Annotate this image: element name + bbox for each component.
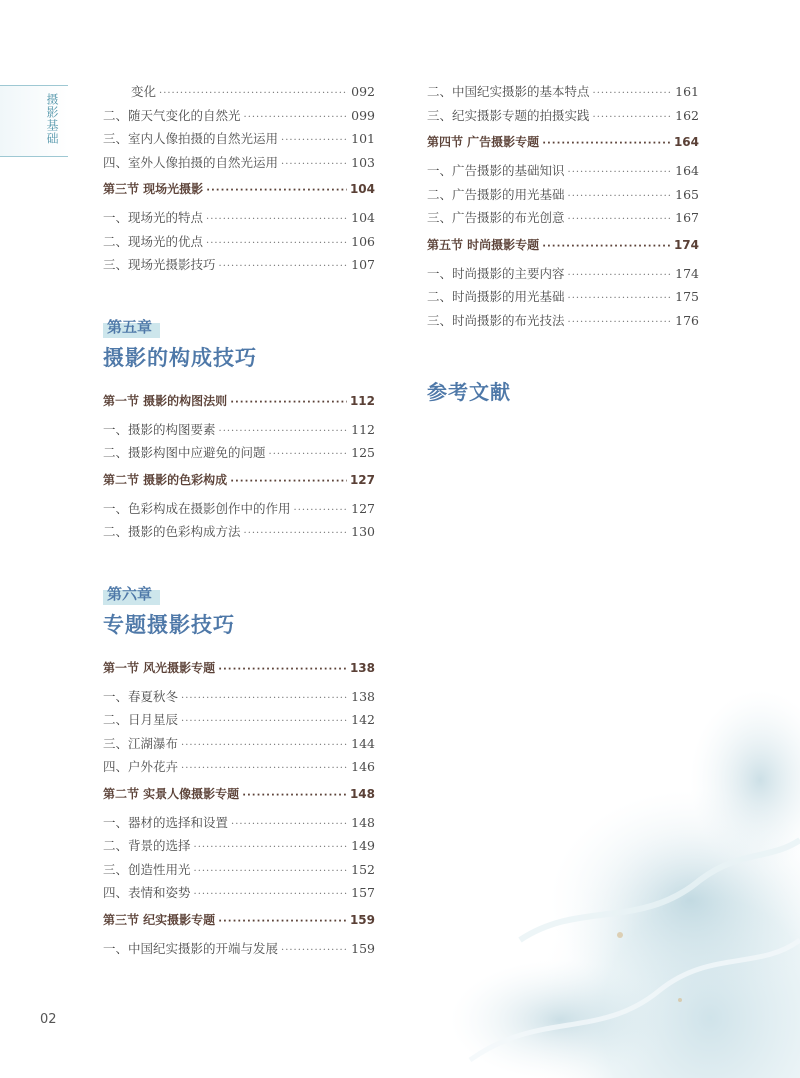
toc-right-column [427,82,699,405]
toc-section-heading[interactable]: 第一节 风光摄影专题 ····· 138 [103,659,375,681]
references-heading[interactable]: 参考文献 [427,380,511,404]
toc-section-heading[interactable]: 第二节 实景人像摄影专题 ····· 148 [103,785,375,807]
toc-entry[interactable]: 一、中国纪实摄影的开端与发展 ····· 159 [103,939,375,963]
toc-entry[interactable]: 变化 ····· 092 [103,82,375,106]
toc-section-heading[interactable]: 第三节 纪实摄影专题 ····· 159 [103,911,375,933]
toc-section-heading[interactable]: 第二节 摄影的色彩构成 ····· 127 [103,471,375,493]
toc-left-column [103,82,375,962]
toc-entry[interactable]: 四、户外花卉 ····· 146 [103,757,375,781]
toc-entry[interactable]: 一、时尚摄影的主要内容 ····· 174 [427,264,699,288]
toc-entry[interactable]: 二、中国纪实摄影的基本特点 ····· 161 [427,82,699,106]
toc-entry[interactable]: 二、现场光的优点 ····· 106 [103,232,375,256]
toc-entry[interactable]: 三、室内人像拍摄的自然光运用 ····· 101 [103,129,375,153]
toc-entry[interactable]: 二、日月星辰 ····· 142 [103,710,375,734]
toc-entry[interactable]: 二、摄影构图中应避免的问题 ····· 125 [103,443,375,467]
chapter-title[interactable]: 专题摄影技巧 [103,612,235,637]
toc-entry[interactable]: 一、摄影的构图要素 ····· 112 [103,420,375,444]
toc-entry[interactable]: 二、广告摄影的用光基础 ····· 165 [427,185,699,209]
page-number: 02 [40,1012,57,1027]
toc-section-heading[interactable]: 第五节 时尚摄影专题 ····· 174 [427,236,699,258]
toc-entry[interactable]: 一、广告摄影的基础知识 ····· 164 [427,161,699,185]
toc-entry[interactable]: 四、室外人像拍摄的自然光运用 ····· 103 [103,153,375,177]
chapter-label: 第六章 [103,582,160,605]
toc-section-heading[interactable]: 第三节 现场光摄影 ····· 104 [103,180,375,202]
toc-section-heading[interactable]: 第一节 摄影的构图法则 ····· 112 [103,392,375,414]
toc-entry[interactable]: 一、色彩构成在摄影创作中的作用 ····· 127 [103,499,375,523]
chapter-5-heading [103,315,375,372]
chapter-title[interactable]: 摄影的构成技巧 [103,345,257,370]
toc-entry[interactable]: 三、纪实摄影专题的拍摄实践 ····· 162 [427,106,699,130]
toc-entry[interactable]: 二、背景的选择 ····· 149 [103,836,375,860]
toc-entry[interactable]: 二、摄影的色彩构成方法 ····· 130 [103,522,375,546]
toc-section-heading[interactable]: 第四节 广告摄影专题 ····· 164 [427,133,699,155]
chapter-label: 第五章 [103,315,160,338]
toc-entry[interactable]: 三、创造性用光 ····· 152 [103,860,375,884]
toc-entry[interactable]: 三、时尚摄影的布光技法 ····· 176 [427,311,699,335]
toc-entry[interactable]: 三、现场光摄影技巧 ····· 107 [103,255,375,279]
toc-entry[interactable]: 一、现场光的特点 ····· 104 [103,208,375,232]
toc-entry[interactable]: 四、表情和姿势 ····· 157 [103,883,375,907]
side-tab-label: 摄影基础 [45,93,59,145]
toc-entry[interactable]: 二、时尚摄影的用光基础 ····· 175 [427,287,699,311]
toc-entry[interactable]: 二、随天气变化的自然光 ····· 099 [103,106,375,130]
toc-entry[interactable]: 三、广告摄影的布光创意 ····· 167 [427,208,699,232]
chapter-6-heading [103,582,375,639]
toc-entry[interactable]: 三、江湖瀑布 ····· 144 [103,734,375,758]
toc-entry[interactable]: 一、器材的选择和设置 ····· 148 [103,813,375,837]
toc-entry[interactable]: 一、春夏秋冬 ····· 138 [103,687,375,711]
